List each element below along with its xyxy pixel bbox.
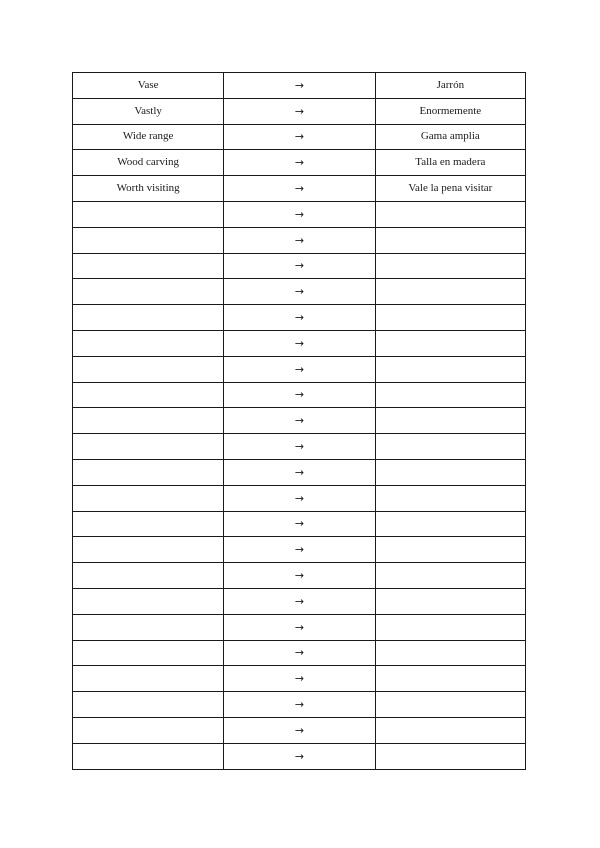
arrow-right-icon: → (224, 176, 375, 202)
arrow-right-icon: → (224, 227, 375, 253)
arrow-right-icon: → (224, 588, 375, 614)
arrow-right-icon: → (224, 666, 375, 692)
arrow-right-icon: → (224, 356, 375, 382)
arrow-right-icon: → (224, 485, 375, 511)
table-row (73, 253, 526, 279)
source-term-cell: Vase (73, 73, 224, 99)
arrow-right-icon: → (224, 717, 375, 743)
source-term-cell (73, 227, 224, 253)
translation-cell (375, 227, 525, 253)
translation-cell: Gama amplia (375, 124, 525, 150)
source-term-cell (73, 434, 224, 460)
source-term-cell (73, 692, 224, 718)
table-row (73, 563, 526, 589)
arrow-right-icon: → (224, 459, 375, 485)
source-term-cell (73, 459, 224, 485)
arrow-right-icon: → (224, 563, 375, 589)
arrow-right-icon: → (224, 98, 375, 124)
translation-cell (375, 743, 525, 769)
source-term-cell (73, 666, 224, 692)
translation-cell (375, 588, 525, 614)
vocabulary-table (72, 72, 526, 770)
table-row (73, 408, 526, 434)
translation-cell (375, 537, 525, 563)
translation-cell (375, 330, 525, 356)
table-row (73, 305, 526, 331)
table-row (73, 98, 526, 124)
source-term-cell: Wood carving (73, 150, 224, 176)
translation-cell (375, 511, 525, 537)
arrow-right-icon: → (224, 73, 375, 99)
translation-cell (375, 356, 525, 382)
translation-cell (375, 614, 525, 640)
table-row (73, 356, 526, 382)
translation-cell (375, 382, 525, 408)
table-row (73, 666, 526, 692)
translation-cell: Jarrón (375, 73, 525, 99)
table-row (73, 382, 526, 408)
table-row (73, 124, 526, 150)
source-term-cell (73, 485, 224, 511)
source-term-cell (73, 201, 224, 227)
translation-cell: Enormemente (375, 98, 525, 124)
arrow-right-icon: → (224, 382, 375, 408)
arrow-right-icon: → (224, 537, 375, 563)
table-row (73, 434, 526, 460)
source-term-cell (73, 717, 224, 743)
table-row (73, 150, 526, 176)
table-row (73, 537, 526, 563)
table-row (73, 176, 526, 202)
arrow-right-icon: → (224, 692, 375, 718)
translation-cell (375, 717, 525, 743)
table-row (73, 279, 526, 305)
source-term-cell (73, 330, 224, 356)
table-row (73, 227, 526, 253)
source-term-cell: Vastly (73, 98, 224, 124)
arrow-right-icon: → (224, 150, 375, 176)
translation-cell (375, 253, 525, 279)
arrow-right-icon: → (224, 330, 375, 356)
source-term-cell (73, 743, 224, 769)
table-row (73, 330, 526, 356)
source-term-cell (73, 511, 224, 537)
source-term-cell (73, 382, 224, 408)
source-term-cell (73, 305, 224, 331)
translation-cell (375, 640, 525, 666)
arrow-right-icon: → (224, 253, 375, 279)
table-row (73, 511, 526, 537)
translation-cell (375, 434, 525, 460)
source-term-cell (73, 408, 224, 434)
table-row (73, 485, 526, 511)
translation-cell (375, 485, 525, 511)
translation-cell (375, 201, 525, 227)
translation-cell (375, 692, 525, 718)
table-row (73, 640, 526, 666)
arrow-right-icon: → (224, 305, 375, 331)
source-term-cell (73, 563, 224, 589)
table-row (73, 73, 526, 99)
translation-cell (375, 666, 525, 692)
table-row (73, 743, 526, 769)
arrow-right-icon: → (224, 201, 375, 227)
arrow-right-icon: → (224, 511, 375, 537)
table-row (73, 201, 526, 227)
arrow-right-icon: → (224, 434, 375, 460)
arrow-right-icon: → (224, 279, 375, 305)
translation-cell (375, 305, 525, 331)
translation-cell (375, 459, 525, 485)
arrow-right-icon: → (224, 408, 375, 434)
arrow-right-icon: → (224, 640, 375, 666)
translation-cell: Talla en madera (375, 150, 525, 176)
source-term-cell (73, 537, 224, 563)
translation-cell (375, 279, 525, 305)
arrow-right-icon: → (224, 614, 375, 640)
translation-cell (375, 408, 525, 434)
table-row (73, 717, 526, 743)
source-term-cell (73, 279, 224, 305)
source-term-cell (73, 614, 224, 640)
vocabulary-table-body (73, 73, 526, 770)
table-row (73, 692, 526, 718)
table-row (73, 614, 526, 640)
source-term-cell (73, 640, 224, 666)
source-term-cell: Worth visiting (73, 176, 224, 202)
translation-cell (375, 563, 525, 589)
table-row (73, 588, 526, 614)
source-term-cell (73, 253, 224, 279)
translation-cell: Vale la pena visitar (375, 176, 525, 202)
table-row (73, 459, 526, 485)
source-term-cell (73, 356, 224, 382)
arrow-right-icon: → (224, 124, 375, 150)
source-term-cell (73, 588, 224, 614)
source-term-cell: Wide range (73, 124, 224, 150)
arrow-right-icon: → (224, 743, 375, 769)
